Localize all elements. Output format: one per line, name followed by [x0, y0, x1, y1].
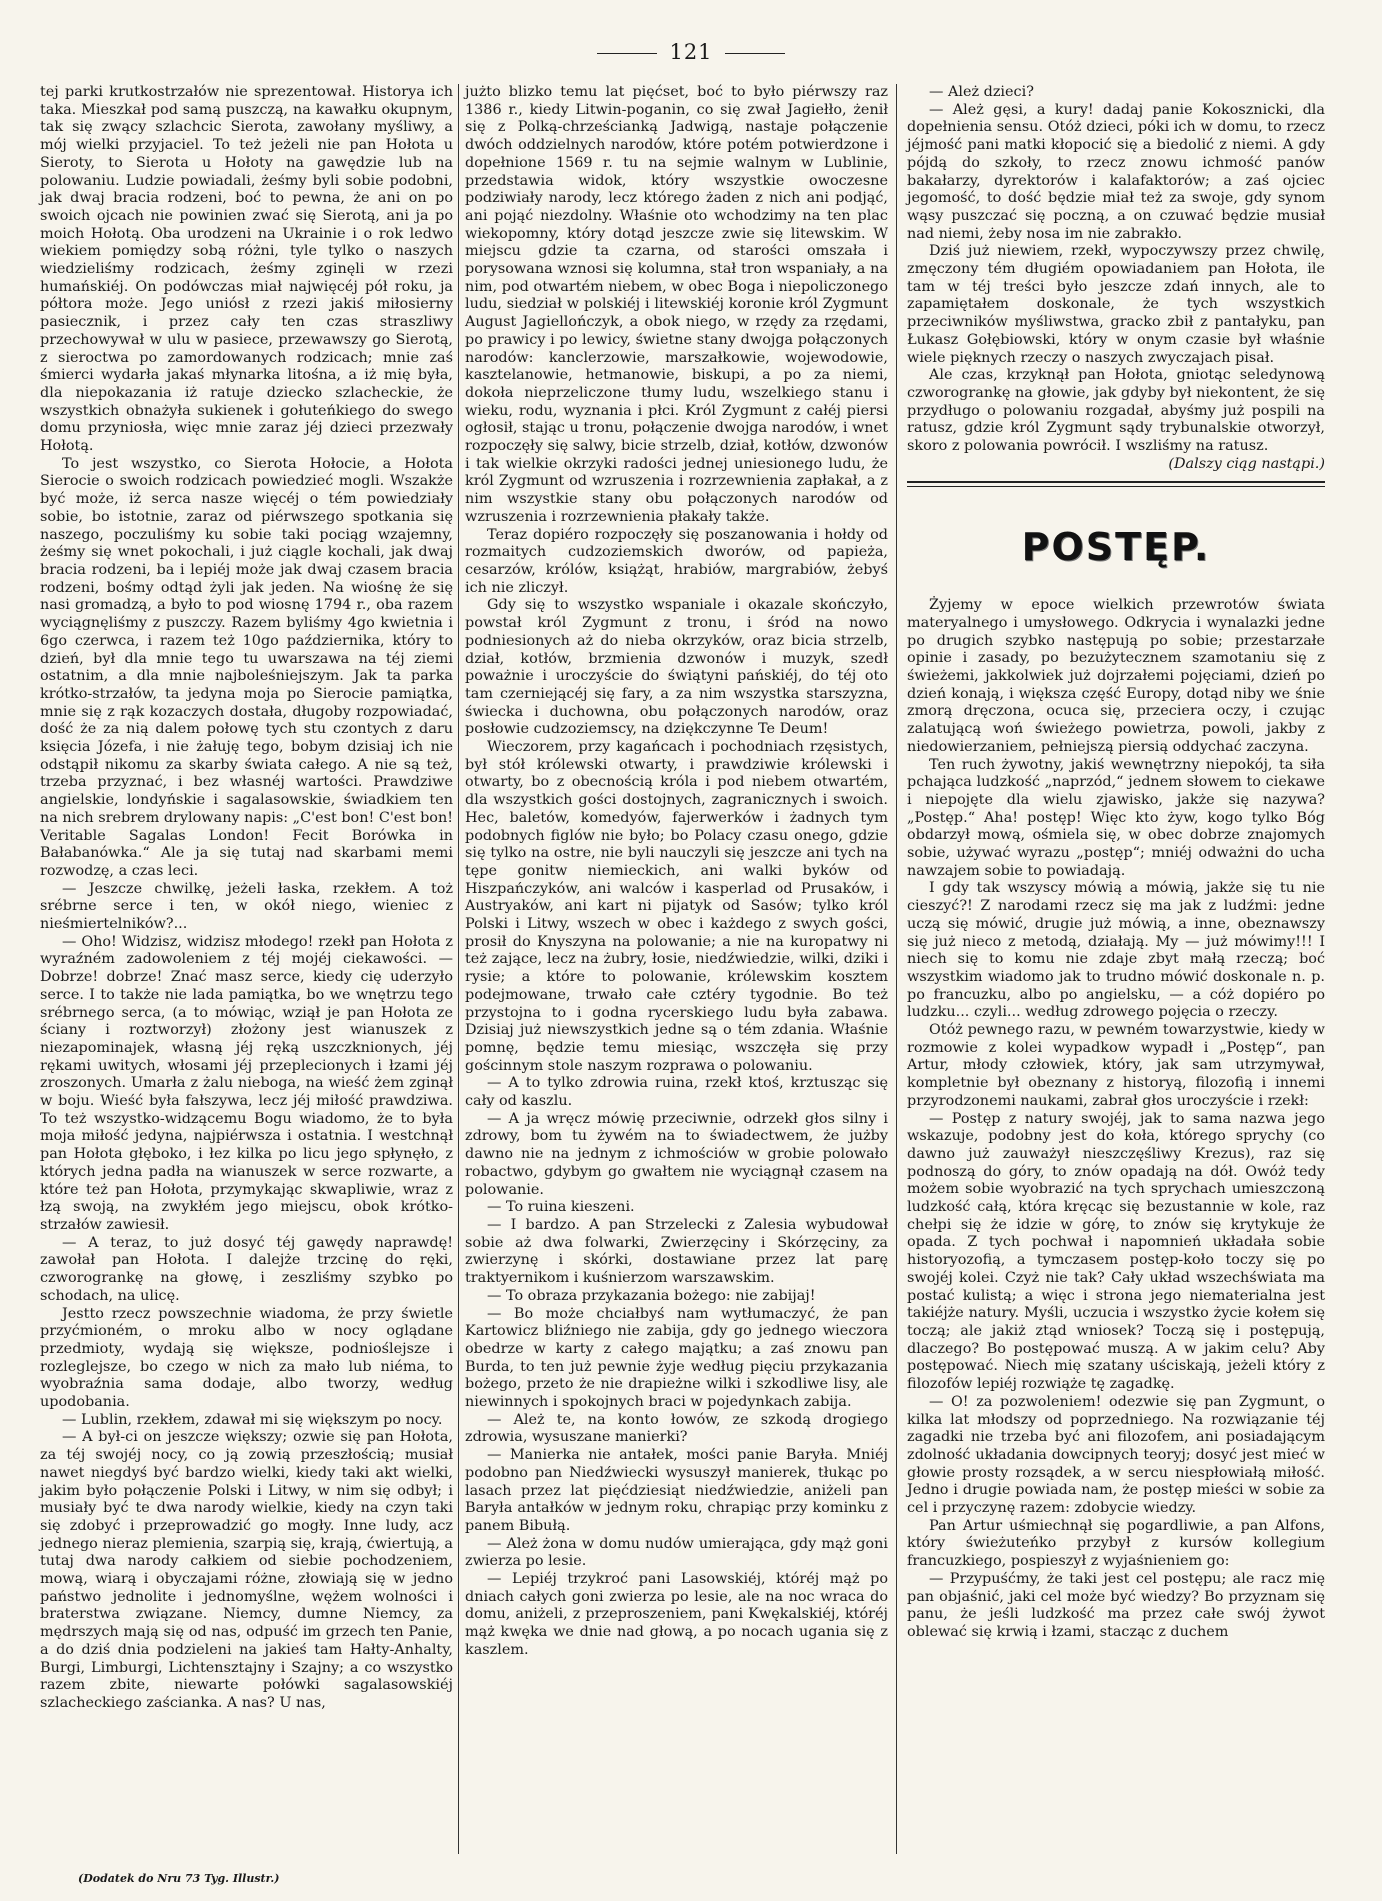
column-rule-left	[458, 84, 459, 1854]
paragraph: — Ależ żona w domu nudów umierająca, gdy mąż goni zwierza po lesie.	[465, 1535, 888, 1570]
paragraph: I gdy tak wszyscy mówią a mówią, jakże się tu nie cieszyć?! Z narodami rzecz się ma jak z ludźmi: jedne uczą się mówić, drugie już mówią, a inne, obeznawszy się już nieco z metodą, działają. My — już mówimy!!! I niech się to komu nie zdaje zbyt małą rzeczą; boć wszystkim wiadomo jak to trudno mówić doskonale n. p. po francuzku, albo po angielsku, — a cóż dopiéro po ludzku... czyli... według zdrowego pojęcia o rzeczy.	[907, 880, 1325, 1021]
paragraph: — A teraz, to już dosyć téj gawędy naprawdę! zawołał pan Hołota. I dalejże trzcinę do ręki, czworogrankę na głowę, i zeszliśmy szybko po schodach, na ulicę.	[40, 1234, 453, 1304]
paragraph: Ale czas, krzyknął pan Hołota, gniotąc seledynową czworogrankę na głowie, jak gdyby był niekontent, że się przydługo o polowaniu rozgadał, abyśmy już pospili na ratusz, gdzie król Zygmunt sądy trybunalskie otworzył, skoro z polowania powrócił. I wszliśmy na ratusz.	[907, 367, 1325, 455]
paragraph: Żyjemy w epoce wielkich przewrotów świata materyalnego i umysłowego. Odkrycia i wynalazki jedne po drugich szybko następują po sobie; przestarzałe opinie i zasady, po bezużytecznem szamotaniu się z świeżemi, jakkolwiek już dojrzałemi pojęciami, dzień po dzień konają, i większa część Europy, dotąd niby we śnie zmorą dręczona, ocuca się, przeciera oczy, i czując zalatującą woń świeżego powietrza, powoli, jakby z niedowierzaniem, pełniejszą piersią oddychać zaczyna.	[907, 597, 1325, 755]
column-3	[907, 84, 1325, 1642]
section-divider	[907, 481, 1325, 483]
paragraph: — A to tylko zdrowia ruina, rzekł ktoś, krztusząc się cały od kaszlu.	[465, 1075, 888, 1110]
paragraph: To jest wszystko, co Sierota Hołocie, a Hołota Sierocie o swoich rodzicach powiedzieć mogli. Wszakże być może, iż serca nasze więcéj o tém powiedziały sobie, bo istotnie, zaraz od piérwszego spotkania się naszego, poczuliśmy ku sobie taki pociąg wzajemny, żeśmy się wnet pokochali, i już ciągle kochali, jak dwaj bracia rodzeni, ba i lepiéj może jak dwaj czasem bracia rodzeni, bośmy odtąd żyli jak jeden. Na wiośnę że się nasi gromadzą, a było to pod wiosnę 1794 r., oba razem wyciągnęliśmy z puszczy. Razem byliśmy 4go kwietnia i 6go czerwca, i razem też 10go października, który to dzień, był dla mnie tego tu uwarszawa na téj ziemi ostatnim, a dla mnie najboleśniejszym. Jak ta parka krótko-strzałów, ta jedyna moja po Sierocie pamiątka, mnie się z rąk kozaczych dostała, długoby rozpowiadać, dość że za nią dalem połowę tych stu czontych z daru księcia Józefa, i nie żałuję tego, bobym dzisiaj ich nie odstąpił nikomu za skarby świata całego. A nie są też, trzeba przyznać, i bez własnéj wartości. Prawdziwe angielskie, londyńskie i sagalasowskie, świadkiem ten na nich srebrem drylowany napis: „C'est bon! C'est bon! Veritable Sagalas London! Fecit Borówka in Bałabanówka.“ Ale ja się tutaj nad skarbami memi rozwodzę, a czas leci.	[40, 455, 453, 879]
paragraph: — Przypuśćmy, że taki jest cel postępu; ale racz mię pan objaśnić, jaki cel może być wiedzy? Bo przyznam się panu, że jeśli ludzkość ma przez całe swój żywot oblewać się krwią i łzami, stacząc z duchem	[907, 1570, 1325, 1640]
section-divider-thin	[907, 486, 1325, 487]
paragraph: — A był-ci on jeszcze większy; ozwie się pan Hołota, za téj swojéj nocy, co ją zowią przeszłością; musiał nawet niegdyś być bardzo wielki, kiedy taki akt wielki, jakim było połączenie Polski i Litwy, w nim się odbył; i musiały być te dwa narody wielkie, kiedy na czyn taki się zdobyć i przeprowadzić go mogły. Inne ludy, acz jednego nieraz plemienia, szarpią się, krają, ćwiertują, a tutaj dwa narody całkiem od siebie pochodzeniem, mową, wiarą i obyczajami różne, złowiają się w jedno państwo jednolite i jednomyślne, wężem wolności i braterstwa związane. Niemcy, dumne Niemcy, za mędrszych mają się od nas, odpuść im grzech ten Panie, a do dziś dnia podzieleni na jakieś tam Hałty-Anhalty, Burgi, Limburgi, Lichtensztajny i Szajny; a co wszystko razem zbite, niewarte połówki sagalasowskiéj szlacheckiego zaścianka. A nas? U nas,	[40, 1429, 453, 1711]
paragraph: Jestto rzecz powszechnie wiadoma, że przy świetle przyćmioném, o mroku albo w nocy oglądane przedmioty, wydają się większe, podnioślejsze i rozleglejsze, bo czego w nich za mało lub niéma, to wyobraźnia sama dodaje, albo tworzy, według upodobania.	[40, 1305, 453, 1411]
column-2	[465, 84, 888, 1660]
paragraph: — Oho! Widzisz, widzisz młodego! rzekł pan Hołota z wyraźném zadowoleniem z téj mojéj ciekawości. — Dobrze! dobrze! Znać masz serce, kiedy cię uderzyło serce. I to także nie lada pamiątka, bo we wnętrzu tego srébrnego serca, (a to mówiąc, wziął je pan Hołota ze ściany i roztworzył) złożony jest wianuszek z niezapominajek, własną jéj ręką uszczknionych, jéj rękami uwitych, włosami jéj przeplecionych i łzami jéj zroszonych. Umarła z żalu nieboga, na wieść żem zginął w boju. Wieść była fałszywa, lecz jéj miłość prawdziwa. To też wszystko-widzącemu Bogu wiadomo, że to była moja miłość jedyna, najpiérwsza i ostatnia. I westchnął pan Hołota głęboko, i łez kilka po licu jego spłynęło, z których jedna padła na wianuszek w serce rozwarte, a które też pan Hołota, przymykając skwapliwie, wraz z łzą swoją, na zwykłém jego miejscu, obok krótko-strzałów zawiesił.	[40, 933, 453, 1233]
paragraph: — Postęp z natury swojéj, jak to sama nazwa jego wskazuje, podobny jest do koła, którego sprychy (co dawno już zauważył nieszczęśliwy Krezus), raz się podnoszą do góry, to znów opadają na dół. Owóż tedy możem sobie wyobrazić na tych sprychach umieszczoną ludzkość całą, która kręcąc się bezustannie w kole, raz chełpi się że idzie w górę, to znów się krytykuje że opada. Z tych pochwał i napomnień układała sobie historyozofią, a tymczasem postęp-koło toczy się po swojéj kolei. Czyż nie tak? Cały układ wszechświata ma postać kulistą; a więc i strona jego niematerialna jest takiéjże natury. Myśli, uczucia i wszystko życie kołem się toczą; ale jakiż ztąd wniosek? Toczą się i postępują, dlaczego? Bo postępować muszą. A w jakim celu? Aby postępować. Niech mię szatany uściskają, jeżeli który z filozofów lepiéj rozwiąże tę zagadkę.	[907, 1110, 1325, 1393]
footnote: (Dodatek do Nru 73 Tyg. Illustr.)	[78, 1872, 280, 1885]
paragraph: Otóż pewnego razu, w pewném towarzystwie, kiedy w rozmowie z kolei wypadkow wypadł i „Postęp“, pan Artur, młody człowiek, który, jak sam utrzymywał, kompletnie był obeznany z historyą, filozofią i innemi przyrodzonemi naukami, zabrał głos uroczyście i rzekł:	[907, 1022, 1325, 1109]
paragraph: — Lepiéj trzykroć pani Lasowskiéj, któréj mąż po dniach całych goni zwierza po lesie, ale na noc wraca do domu, aniżeli, z przeproszeniem, pani Kwękalskiéj, któréj mąż kwęka we dnie nad głową, a po nocach ugania się z kaszlem.	[465, 1571, 888, 1658]
page-number-dash-left	[597, 53, 657, 54]
paragraph: Dziś już niewiem, rzekł, wypoczywszy przez chwilę, zmęczony tém długiém opowiadaniem pan Hołota, ile tam w téj treści było jeszcze zdań innych, ale to zapamiętałem doskonale, że tych wszystkich przeciwników myśliwstwa, gracko zbił z pantałyku, pan Łukasz Gołębiowski, który w onym czasie był właśnie wiele pięknych rzeczy o naszych zwyczajach pisał.	[907, 243, 1325, 366]
paragraph: — I bardzo. A pan Strzelecki z Zalesia wybudował sobie aż dwa folwarki, Zwierzęciny i Skórzęciny, za zwierzynę i skórki, dostawiane przez lat parę traktyernikom i kuśnierzom warszawskim.	[465, 1217, 888, 1287]
paragraph: — To obraza przykazania bożego: nie zabijaj!	[487, 1287, 816, 1304]
paragraph: — Manierka nie antałek, mości panie Baryła. Mniéj podobno pan Niedźwiecki wysuszył manierek, tłukąc po lasach przez lat pięćdziesiąt niedźwiedzie, aniżeli pan Baryła antałków w jednym roku, chrapiąc przy kominku z panem Bibułą.	[465, 1447, 888, 1534]
section-title: POSTĘP.	[1021, 525, 1211, 570]
continuation-note: (Dalszy ciąg nastąpi.)	[1168, 455, 1325, 472]
column-1	[40, 84, 453, 1713]
page-number-dash-right	[725, 53, 785, 54]
paragraph: — Jeszcze chwilkę, jeżeli łaska, rzekłem. A toż srébrne serce i ten, w okół niego, wieniec z nieśmiertelników?...	[40, 880, 453, 933]
paragraph: Wieczorem, przy kagańcach i pochodniach rzęsistych, był stół królewski otwarty, i prawdziwie królewski i otwarty, bo z obecnością króla i pod niebem otwartém, dla wszystkich gości dostojnych, zagranicznych i swoich. Hec, baletów, komedyów, fajerwerków i żadnych tym podobnych figlów nie było; bo Polacy czasu onego, gdzie się tylko na ostre, nie byli nauczyli się jeszcze ani tych na tępe gonitw niemieckich, ani walki byków od Hiszpańczyków, ani walców i kasperlad od Prusaków, i Austryaków, ani kart ni pijatyk od Sasów; tylko król Polski i Litwy, wszech w obec i każdego z swych gości, prosił do Knyszyna na polowanie; a nie na kuropatwy ni też zające, lecz na żubry, łosie, niedźwiedzie, wilki, dziki i rysie; a które to polowanie, królewskim kosztem podejmowane, trwało całe cztéry tygodnie. Bo też przystojna to i godna rycerskiego ludu była zabawa. Dzisiaj już niewszystkich jedne są o tém zdania. Właśnie pomnę, będzie temu miesiąc, wszczęła się przy gościnnym stole naszym rozprawa o polowaniu.	[465, 739, 888, 1074]
paragraph: tej parki krutkostrzałów nie sprezentował. Historya ich taka. Mieszkał pod samą puszczą, na kawałku okupnym, tak się zwący szlachcic Sierota, zawołany myśliwy, a mój wielki przyjaciel. To też jeżeli nie pan Hołota u Sieroty, to Sierota u Hołoty na gawędzie lub na polowaniu. Ludzie powiadali, żeśmy byli sobie podobni, jak dwaj bracia rodzeni, boć to pewna, że ani on po swoich ojcach nie powinien zwać się Sierotą, ani ja po moich Hołotą. Oba urodzeni na Ukrainie i o rok ledwo wiekiem pomiędzy sobą różni, tyle tylko o naszych wiedzieliśmy rodzicach, żeśmy zginęli w rzezi humańskiéj. On podówczas miał najwięcéj pół roku, ja półtora może. Jego uniósł z rzezi jakiś miłosierny pasiecznik, i przez cały ten czas straszliwy przechowywał w ulu w pasiece, przewawszy go Sierotą, z sieroctwa po zamordowanych rodzicach; mnie zaś śmierci wydarła jakaś młynarka litośna, a iż mię była, dla niepokazania iż ratuje dziecko szlacheckie, że wszystkich obnażyła sukienek i gołuteńkiego do swego domu przyniosła, więc mnie zaraz jéj dzieci przezwały Hołotą.	[40, 84, 453, 455]
paragraph: Gdy się to wszystko wspaniale i okazale skończyło, powstał król Zygmunt z tronu, i śród na nowo podniesionych aż do nieba okrzyków, oraz bicia strzelb, dział, kotłów, brzmienia dzwonów i muzyk, szedł poważnie i uroczyście do świątyni pańskiéj, do téj oto tam czerniejącéj się fary, a za nim wszystka starszyzna, świecka i duchowna, obu połączonych narodów, oraz posłowie cudzoziemscy, na dziękczynne Te Deum!	[465, 597, 888, 738]
paragraph: — Ależ gęsi, a kury! dadaj panie Kokosznicki, dla dopełnienia sensu. Otóż dzieci, póki ich w domu, to rzecz jéjmość pani matki kłopocić się a biedolić z niemi. A gdy pójdą do szkoły, to rzecz znowu ichmość panów bakałarzy, dyrektorów i kalafaktorów; a zaś ojciec jegomość, to dość będzie miał też za swoje, gdy synom wąsy puszczać się poczną, a on czuwać będzie musiał nad niemi, żeby nosa im nie zabrakło.	[907, 101, 1325, 242]
paragraph: Pan Artur uśmiechnął się pogardliwie, a pan Alfons, który świeżuteńko przybył z kursów kollegium francuzkiego, pospieszył z wyjaśnieniem go:	[907, 1517, 1325, 1570]
page-number	[0, 40, 1382, 64]
column-rule-right	[896, 84, 897, 1854]
paragraph: Teraz dopiéro rozpoczęły się poszanowania i hołdy od rozmaitych cudzoziemskich dworów, od papieża, cesarzów, królów, książąt, hrabiów, margrabiów, żebyś ich nie zliczył.	[465, 526, 888, 596]
paragraph: — Lublin, rzekłem, zdawał mi się większym po nocy.	[62, 1411, 443, 1428]
paragraph: — A ja wręcz mówię przeciwnie, odrzekł głos silny i zdrowy, bom tu żywém na to świadectwem, że jużby dawno nie na jednym z ichmościów w grobie polowało robactwo, gdybym go gwałtem nie wyciągnął czasem na polowanie.	[465, 1110, 888, 1198]
paragraph: — Ależ te, na konto łowów, ze szkodą drogiego zdrowia, wysuszane manierki?	[465, 1411, 888, 1446]
paragraph: — To ruina kieszeni.	[487, 1199, 635, 1216]
paragraph: jużto blizko temu lat pięćset, boć to było piérwszy raz 1386 r., kiedy Litwin-poganin, co się zwał Jagiełło, żenił się z Polką-chrześcianką Jadwigą, nastaje połączenie dwóch oddzielnych narodów, które potém potwierdzone i dopełnione 1569 r. tu na sejmie walnym w Lublinie, przedstawia widok, który wszystkie owoczesne podziwiały narody, lecz którego żaden z nich ani podjąć, ani pojąć niezdolny. Właśnie oto wchodzimy na ten plac wiekopomny, który dotąd jeszcze zwie się litewskim. W miejscu gdzie ta czarna, od starości omszała i porysowana wznosi się kolumna, stał tron wspaniały, a na nim, pod otwartém niebem, w obec Boga i niepoliczonego ludu, siedział w polskiéj i litewskiéj koronie król Zygmunt August Jagiellończyk, a obok niego, w rzędy za rzędami, po prawicy i po lewicy, świetne stany dwojga połączonych narodów: kanclerzowie, marszałkowie, wojewodowie, kasztelanowie, hetmanowie, biskupi, a po za niemi, dokoła nieprzeliczone tłumy ludu, wszelkiego stanu i wieku, rodu, wyznania i płci. Król Zygmunt z całéj piersi ogłosił, stając u tronu, połączenie dwojga narodów, i wnet rozpoczęły się salwy, bicie strzelb, dział, kotłów, dzwonów i tak wielkie okrzyki radości jednej uniesionego ludu, że król Zygmunt od wzruszenia i rozrzewnienia zapłakał, a z nim wszystkie stany obu połączonych narodów od wzruszenia i rozrzewnienia płakały także.	[465, 84, 888, 525]
paragraph: — O! za pozwoleniem! odezwie się pan Zygmunt, o kilka lat młodszy od poprzedniego. Na rozwiązanie téj zagadki nie trzeba być ani filozofem, ani posiadającym zdolność układania dowcipnych teoryj; dosyć jest mieć w głowie prosty rozsądek, a w sercu niespłowiałą miłość. Jedno i drugie powiada nam, że postęp mieści w sobie za cel i przyczynę razem: zdobycie wiedzy.	[907, 1393, 1325, 1517]
paragraph: Ten ruch żywotny, jakiś wewnętrzny niepokój, ta siła pchająca ludzkość „naprzód,“ jednem słowem to ciekawe i niepojęte dla wielu zjawisko, jakże się nazywa? „Postęp.“ Aha! postęp! Więc kto żyw, kogo tylko Bóg obdarzył mową, ośmiela się, w obec dobrze znajomych sobie, używać wyrazu „postęp“; mniéj odważni do ucha nawzajem sobie to powiadają.	[907, 756, 1325, 879]
paragraph: — Bo może chciałbyś nam wytłumaczyć, że pan Kartowicz bliźniego nie zabija, gdy go jednego wieczora obedrze w karty z całego majątku; a zaś znowu pan Burda, to ten już pewnie żyje według pięciu przykazania bożego, przeto że nie drapieżne wilki i szkodliwe lisy, ale niewinnych i spokojnych braci w pojedynkach zabija.	[465, 1305, 888, 1411]
page-number-text: 121	[669, 40, 713, 64]
paragraph: — Ależ dzieci?	[929, 84, 1034, 100]
